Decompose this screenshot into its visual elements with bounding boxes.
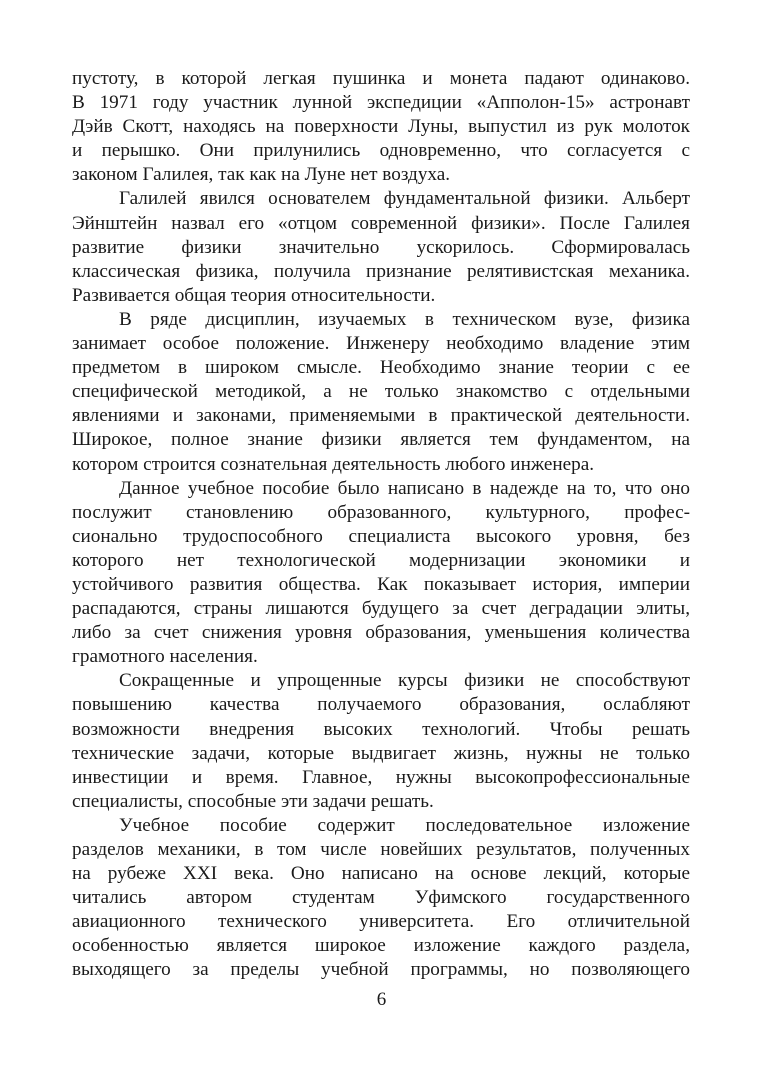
text-line: либо за счет снижения уровня образования, уменьшения количества [72,622,690,644]
text-line: специалисты, способные эти задачи решать. [72,790,434,812]
text-line: специфической методикой, а не только знакомство с отдельными [72,381,690,403]
paragraph [72,187,690,307]
text-line: Развивается общая теория относительности. [72,284,436,306]
text-line: Галилей явился основателем фундаментальной физики. Альберт [119,188,690,210]
text-line: развитие физики значительно ускорилось. Сформировалась [72,236,690,258]
text-line: возможности внедрения высоких технологий. Чтобы решать [72,718,690,740]
text-line: инвестиции и время. Главное, нужны высокопрофессиональные [72,766,690,788]
text-line: Сокращенные и упрощенные курсы физики не способствуют [119,670,690,692]
text-line: читались автором студентам Уфимского государственного [72,887,690,909]
paragraph [72,67,690,187]
text-line: и перышко. Они прилунились одновременно, что согласуется с [72,140,690,162]
text-line: классическая физика, получила признание релятивистская механика. [72,260,690,282]
text-line: Широкое, полное знание физики является тем фундаментом, на [72,429,690,451]
text-line: на рубеже XXI века. Оно написано на основе лекций, которые [72,863,690,885]
text-line: занимает особое положение. Инженеру необходимо владение этим [72,333,690,355]
paragraph [72,308,690,477]
text-line: Данное учебное пособие было написано в надежде на то, что оно [119,477,690,499]
paragraph [72,814,690,983]
text-line: технические задачи, которые выдвигает жизнь, нужны не только [72,742,690,764]
text-line: авиационного технического университета. Его отличительной [72,911,690,933]
text-line: Эйнштейн назвал его «отцом современной физики». После Галилея [72,212,690,234]
text-line: повышению качества получаемого образования, ослабляют [72,694,690,716]
text-line: Дэйв Скотт, находясь на поверхности Луны, выпустил из рук молоток [72,116,690,138]
text-line: распадаются, страны лишаются будущего за счет деградации элиты, [72,598,690,620]
page-number: 6 [376,989,387,1010]
paragraph [72,477,690,670]
text-line: котором строится сознательная деятельность любого инженера. [72,453,595,475]
text-line: предметом в широком смысле. Необходимо знание теории с ее [72,357,690,379]
body-text [72,67,690,983]
text-line: пустоту, в которой легкая пушинка и монета падают одинаково. [72,68,690,89]
text-line: выходящего за пределы учебной программы, но позволяющего [72,959,690,981]
text-line: явлениями и законами, применяемыми в практической деятельности. [72,405,690,427]
text-line: В 1971 году участник лунной экспедиции «Апполон-15» астронавт [72,92,690,114]
text-line: сионально трудоспособного специалиста высокого уровня, без [72,525,690,547]
paragraph [72,669,690,814]
text-line: которого нет технологической модернизации экономики и [72,549,690,571]
text-line: разделов механики, в том числе новейших результатов, полученных [72,839,690,860]
text-line: послужит становлению образованного, культурного, профес- [72,501,690,523]
text-line: Учебное пособие содержит последовательное изложение [119,814,690,836]
text-line: устойчивого развития общества. Как показывает история, империи [72,573,690,595]
text-line: В ряде дисциплин, изучаемых в техническом вузе, физика [119,308,690,330]
text-line: грамотного населения. [72,646,258,668]
text-line: особенностью является широкое изложение каждого раздела, [72,935,690,957]
text-line: законом Галилея, так как на Луне нет воздуха. [72,164,451,186]
